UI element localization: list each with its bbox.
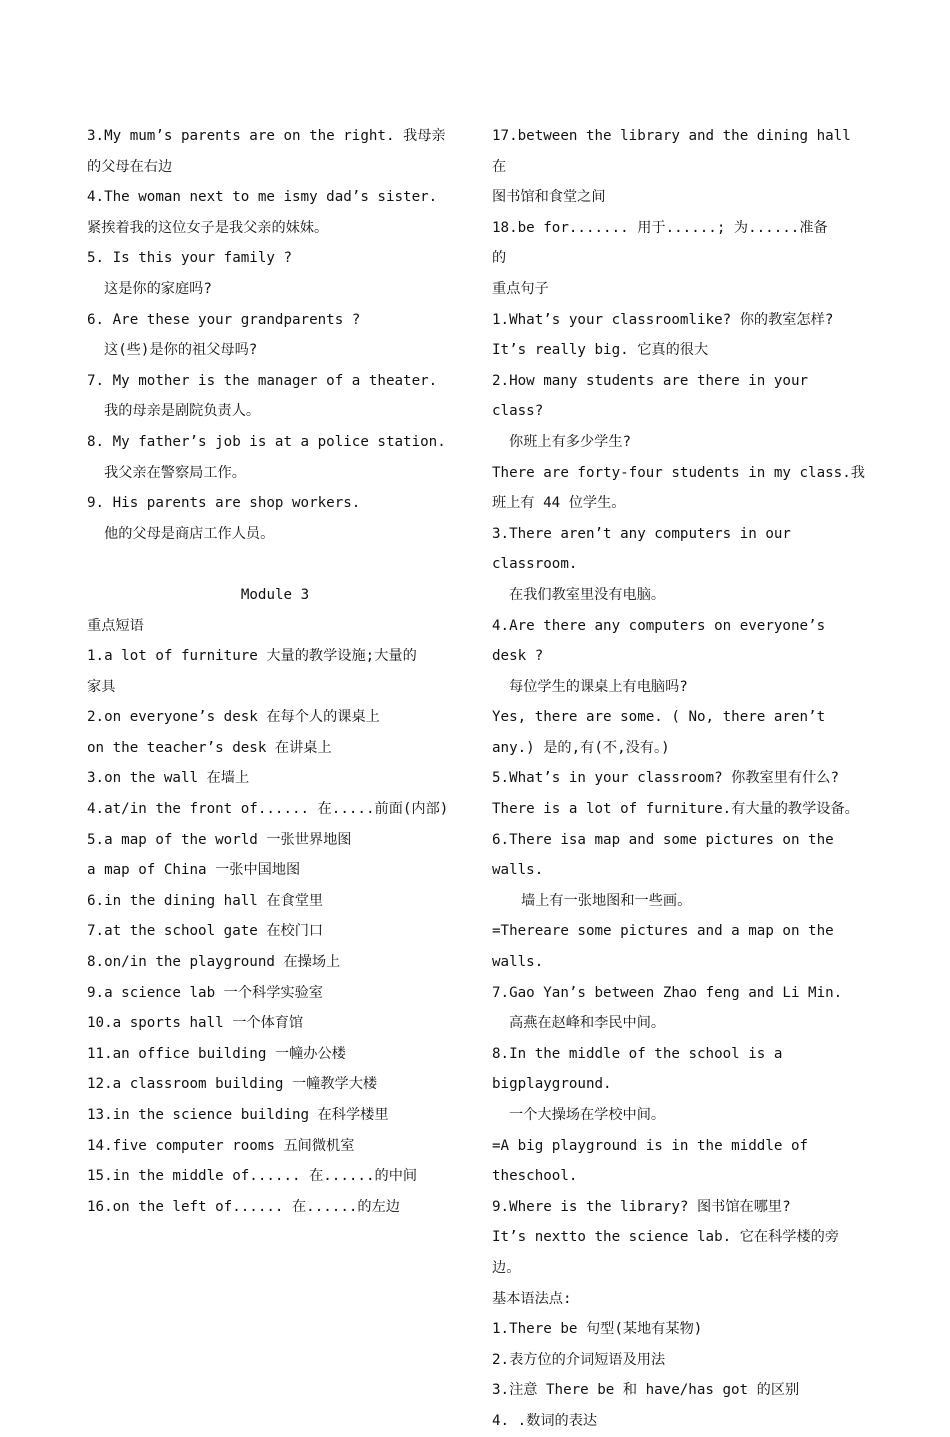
text-line: 7.at the school gate 在校门口 (87, 923, 324, 940)
text-line: 5.a map of the world 一张世界地图 (87, 831, 352, 848)
text-line: There is a lot of furniture.有大量的教学设备。 (492, 801, 859, 818)
text-line: 8. My father’s job is at a police station. (87, 433, 446, 450)
text-line: 图书馆和食堂之间 (492, 189, 606, 206)
text-line: 13.in the science building 在科学楼里 (87, 1107, 389, 1123)
text-line: 紧挨着我的这位女子是我父亲的妹妹。 (87, 219, 329, 236)
text-line: 17.between the library and the dining hall 在 (492, 128, 851, 175)
text-line: 12.a classroom building 一幢教学大楼 (87, 1076, 378, 1093)
text-line: 18.be for....... 用于......; 为......准备 (492, 219, 828, 236)
text-line: 的父母在右边 (87, 158, 173, 175)
text-line: 2.on everyone’s desk 在每个人的课桌上 (87, 709, 380, 726)
text-line: 他的父母是商店工作人员。 (104, 525, 275, 542)
right-column (492, 121, 867, 1437)
text-line: 9.Where is the library? 图书馆在哪里? (492, 1198, 791, 1215)
text-line: 班上有 44 位学生。 (492, 495, 626, 512)
text-line: 4.The woman next to me ismy dad’s sister. (87, 189, 438, 206)
text-line: 3.on the wall 在墙上 (87, 770, 250, 787)
module-heading: Module 3 (240, 586, 310, 603)
text-line: 5.What’s in your classroom? 你教室里有什么? (492, 770, 840, 787)
text-line: 9.a science lab 一个科学实验室 (87, 984, 323, 1001)
left-column (87, 121, 463, 1222)
text-line: 3.注意 There be 和 have/has got 的区别 (492, 1382, 800, 1399)
text-line: 我的母亲是剧院负责人。 (104, 403, 261, 420)
text-line: 每位学生的课桌上有电脑吗? (509, 678, 688, 695)
text-line: 7.Gao Yan’s between Zhao feng and Li Min. (492, 984, 843, 1001)
section-heading: 基本语法点: (492, 1290, 572, 1307)
text-line: 6.There isa map and some pictures on the walls. (492, 831, 834, 879)
text-line: 家具 (87, 678, 116, 695)
text-line: on the teacher’s desk 在讲桌上 (87, 739, 332, 756)
text-line: 16.on the left of...... 在......的左边 (87, 1198, 400, 1215)
text-line: 你班上有多少学生? (509, 433, 632, 450)
text-line: 高燕在赵峰和李民中间。 (509, 1015, 666, 1032)
text-line: 11.an office building 一幢办公楼 (87, 1045, 346, 1062)
text-line: a map of China 一张中国地图 (87, 862, 301, 879)
text-line: =Thereare some pictures and a map on the walls. (492, 923, 834, 971)
text-line: It’s really big. 它真的很大 (492, 342, 709, 359)
text-line: 10.a sports hall 一个体育馆 (87, 1015, 304, 1032)
text-line: 在我们教室里没有电脑。 (509, 586, 666, 603)
blank-line (87, 549, 463, 580)
text-line: 9. His parents are shop workers. (87, 495, 361, 512)
text-line: 6.in the dining hall 在食堂里 (87, 892, 324, 909)
text-line: 墙上有一张地图和一些画。 (521, 892, 692, 909)
section-heading: 重点短语 (87, 617, 144, 634)
text-line: 4.Are there any computers on everyone’s desk ? (492, 617, 826, 665)
text-line: There are forty-four students in my class.我 (492, 464, 865, 481)
text-line: 7. My mother is the manager of a theater. (87, 372, 438, 389)
text-line: bigplayground. (492, 1076, 612, 1093)
text-line: 1.a lot of furniture 大量的教学设施;大量的 (87, 648, 417, 665)
section-heading: 重点句子 (492, 280, 549, 297)
text-line: 1.What’s your classroomlike? 你的教室怎样? (492, 311, 834, 328)
text-line: 6. Are these your grandparents ? (87, 311, 361, 328)
text-line: 15.in the middle of...... 在......的中间 (87, 1168, 418, 1185)
text-line: 5. Is this your family ? (87, 250, 292, 267)
text-line: 的 (492, 250, 507, 267)
text-line: 边。 (492, 1259, 521, 1276)
text-line: 一个大操场在学校中间。 (509, 1107, 666, 1123)
text-line: It’s nextto the science lab. 它在科学楼的旁 (492, 1229, 840, 1246)
text-line: 1.There be 句型(某地有某物) (492, 1321, 703, 1338)
text-line: 3.My mum’s parents are on the right. 我母亲 (87, 128, 446, 144)
text-line: 4.at/in the front of...... 在.....前面(内部) (87, 801, 449, 818)
text-line: =A big playground is in the middle of theschool. (492, 1137, 809, 1185)
text-line: 8.on/in the playground 在操场上 (87, 954, 341, 971)
text-line: 3.There aren’t any computers in our classroom. (492, 525, 791, 573)
text-line: 2.How many students are there in your class? (492, 372, 809, 420)
text-line: 2.表方位的介词短语及用法 (492, 1351, 666, 1368)
text-line: 这(些)是你的祖父母吗? (104, 342, 258, 359)
text-line: 8.In the middle of the school is a (492, 1045, 783, 1062)
text-line: 这是你的家庭吗? (104, 280, 212, 297)
text-line: 4. .数词的表达 (492, 1412, 598, 1429)
text-line: 我父亲在警察局工作。 (104, 464, 246, 481)
text-line: any.) 是的,有(不,没有。) (492, 739, 670, 756)
text-line: 14.five computer rooms 五间微机室 (87, 1137, 355, 1154)
text-line: Yes, there are some. ( No, there aren’t (492, 709, 826, 726)
